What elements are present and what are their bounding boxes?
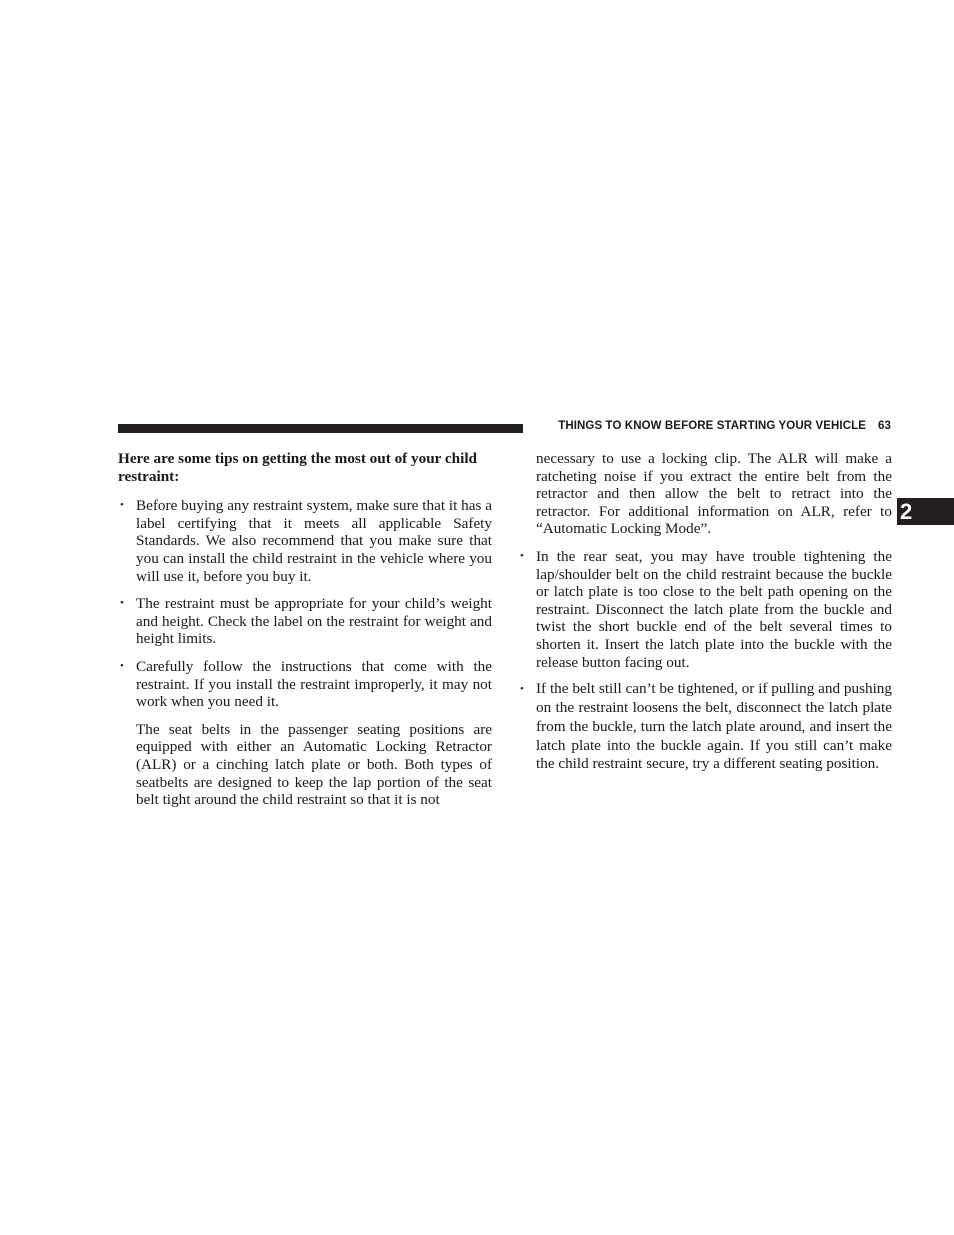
continued-paragraph: necessary to use a locking clip. The ALR will make a ratcheting noise if you extract the entire belt from the retractor and then allow the belt to retract into the retractor. For additional information on ALR, refer to “Automatic Locking Mode”. <box>536 450 892 538</box>
list-item-text: The restraint must be appropriate for your child’s weight and height. Check the label on the restraint for weight and height limits. <box>136 595 492 648</box>
tips-list <box>118 497 492 711</box>
list-item <box>118 595 492 648</box>
list-item-text: Carefully follow the instructions that come with the restraint. If you install the restraint improperly, it may not work when you need it. <box>136 657 492 711</box>
header-rule <box>118 424 523 433</box>
list-item-text: Before buying any restraint system, make sure that it has a label certifying that it meets all applicable Safety Standards. We also recommend that you make sure that you can install the child restraint in the vehicle where you will use it, before you buy it. <box>136 497 492 585</box>
bullet-icon: • <box>120 597 124 610</box>
list-item-text: If the belt still can’t be tightened, or if pulling and pushing on the restraint loosens the belt, disconnect the latch plate from the buckle, turn the latch plate around, and insert the latch plate into the buckle again. If you still can’t make the child restraint secure, try a different seating position. <box>536 680 892 773</box>
running-header <box>533 420 891 432</box>
seat-belt-paragraph: The seat belts in the passenger seating positions are equipped with either an Automatic Locking Retractor (ALR) or a cinching latch plate or both. Both types of seatbelts are designed to keep the lap portion of the seat belt tight around the child restraint so that it is not <box>136 720 492 809</box>
bullet-icon: • <box>120 499 124 512</box>
list-item <box>518 680 892 774</box>
list-item <box>518 548 892 671</box>
bullet-icon: • <box>520 683 524 696</box>
list-item <box>118 497 492 585</box>
bullet-icon: • <box>520 549 524 562</box>
section-title: THINGS TO KNOW BEFORE STARTING YOUR VEHICLE <box>558 420 866 432</box>
tips-intro: Here are some tips on getting the most out of your child restraint: <box>118 450 477 485</box>
right-column <box>518 450 892 783</box>
bullet-icon: • <box>120 659 124 672</box>
tips-list-continued <box>518 548 892 774</box>
list-item <box>118 658 492 711</box>
page-number: 63 <box>878 420 891 432</box>
left-column <box>118 450 492 809</box>
list-item-text: In the rear seat, you may have trouble tightening the lap/shoulder belt on the child restraint because the buckle or latch plate is too close to the belt path opening on the restraint. Disconnect the latch plate from the buckle and twist the short buckle end of the belt several times to shorten it. Insert the latch plate into the buckle with the release button facing out. <box>536 547 892 671</box>
chapter-tab: 2 <box>897 498 954 525</box>
